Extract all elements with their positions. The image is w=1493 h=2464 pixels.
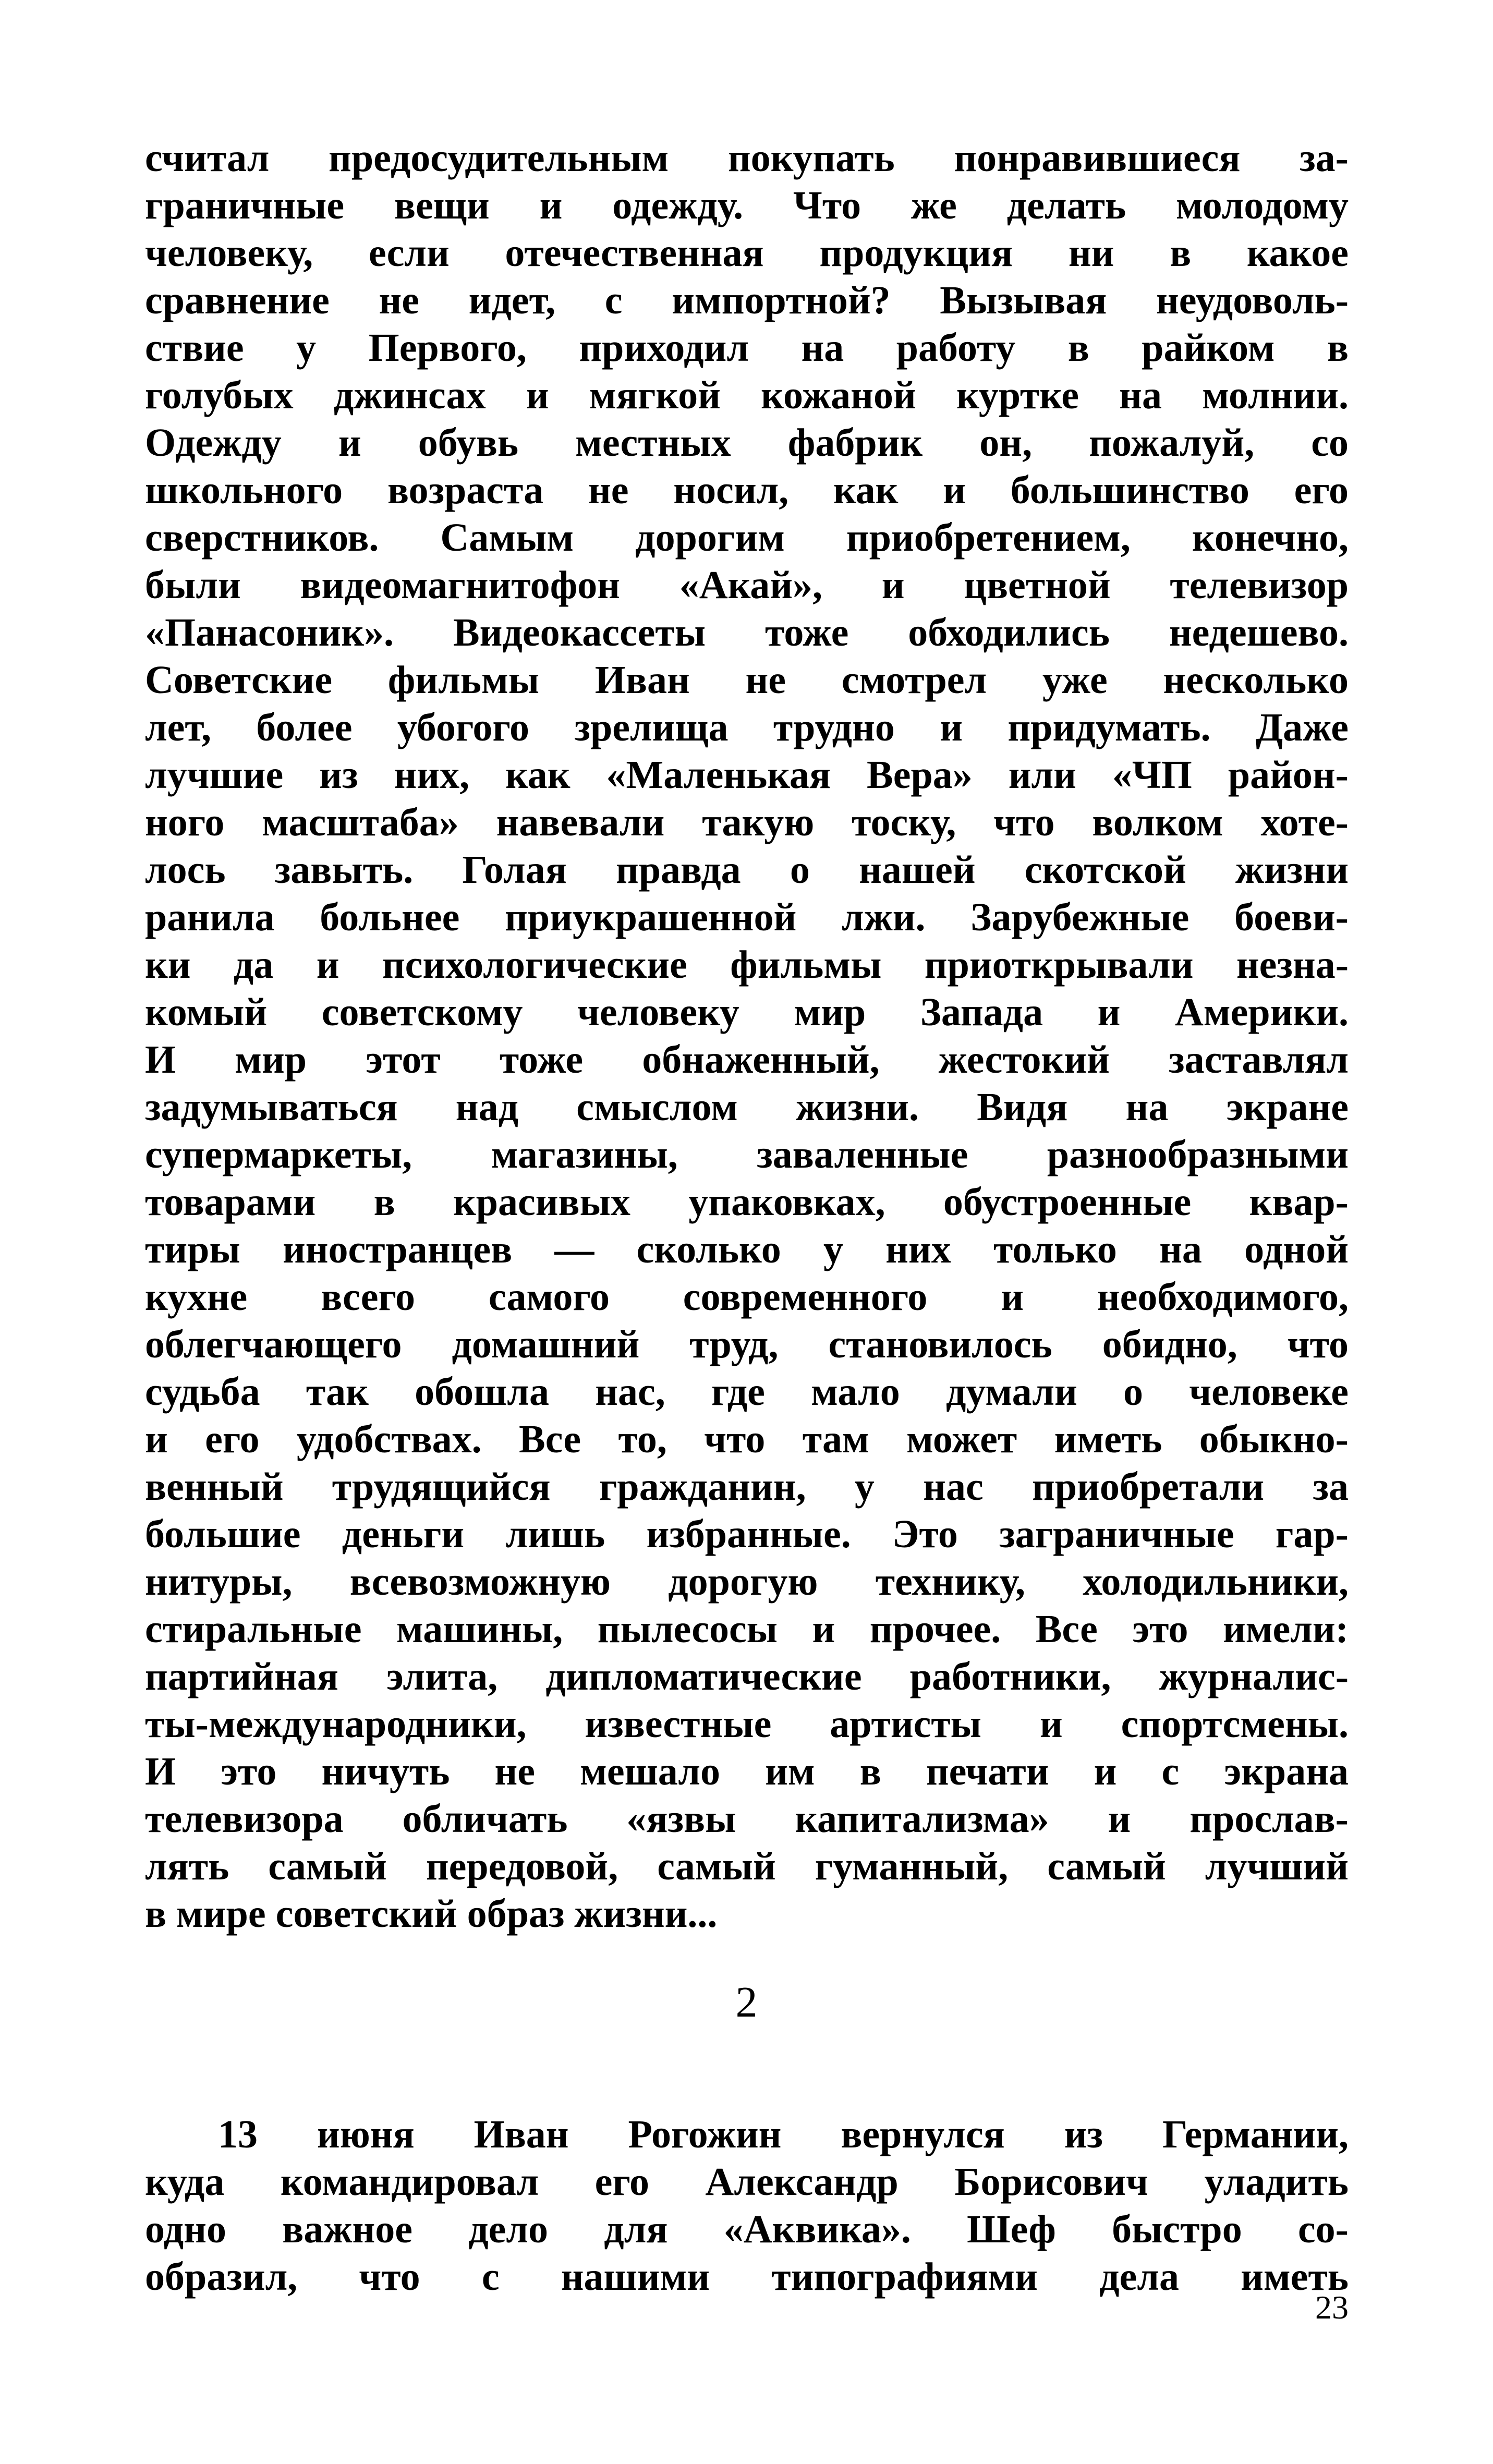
text-line: голубых джинсах и мягкой кожаной куртке на молнии. <box>145 373 1349 417</box>
text-line: облегчающего домашний труд, становилось обидно, что <box>145 1322 1349 1366</box>
text-line: и его удобствах. Все то, что там может иметь обыкно- <box>145 1417 1349 1461</box>
text-line: лять самый передовой, самый гуманный, самый лучший <box>145 1844 1349 1888</box>
text-line: считал предосудительным покупать понравившиеся за- <box>145 136 1349 180</box>
text-line: ты-международники, известные артисты и спортсмены. <box>145 1702 1349 1746</box>
text-line: лось завыть. Голая правда о нашей скотской жизни <box>145 848 1349 892</box>
text-line: тиры иностранцев — сколько у них только на одной <box>145 1228 1349 1271</box>
text-line: супермаркеты, магазины, заваленные разнообразными <box>145 1133 1349 1176</box>
text-line: И мир этот тоже обнаженный, жестокий заставлял <box>145 1038 1349 1082</box>
text-line: образил, что с нашими типографиями дела иметь <box>145 2255 1349 2299</box>
text-line: нитуры, всевозможную дорогую технику, холодильники, <box>145 1560 1349 1604</box>
section-number: 2 <box>735 1978 758 2026</box>
text-line: ки да и психологические фильмы приоткрывали незна- <box>145 943 1349 987</box>
text-line: школьного возраста не носил, как и большинство его <box>145 468 1349 512</box>
paragraph-new-section <box>145 2111 1349 2301</box>
text-line: ствие у Первого, приходил на работу в райком в <box>145 326 1349 370</box>
text-line: сравнение не идет, с импортной? Вызывая неудоволь- <box>145 278 1349 322</box>
text-line: венный трудящийся гражданин, у нас приобретали за <box>145 1465 1349 1509</box>
text-line: были видеомагнитофон «Акай», и цветной телевизор <box>145 563 1349 607</box>
text-line: ного масштаба» навевали такую тоску, что волком хоте- <box>145 800 1349 844</box>
text-line: Советские фильмы Иван не смотрел уже несколько <box>145 658 1349 702</box>
text-line: ранила больнее приукрашенной лжи. Зарубежные боеви- <box>145 895 1349 939</box>
text-line: сверстников. Самым дорогим приобретением, конечно, <box>145 516 1349 560</box>
text-line: одно важное дело для «Аквика». Шеф быстро со- <box>145 2207 1349 2251</box>
text-line: партийная элита, дипломатические работники, журналис- <box>145 1655 1349 1698</box>
text-line: комый советскому человеку мир Запада и Америки. <box>145 990 1349 1034</box>
text-line: куда командировал его Александр Борисович уладить <box>145 2160 1349 2204</box>
text-line: телевизора обличать «язвы капитализма» и прослав- <box>145 1797 1349 1841</box>
text-line: задумываться над смыслом жизни. Видя на экране <box>145 1085 1349 1129</box>
text-line: стиральные машины, пылесосы и прочее. Все это имели: <box>145 1607 1349 1651</box>
text-line: большие деньги лишь избранные. Это заграничные гар- <box>145 1512 1349 1556</box>
text-line: в мире советский образ жизни... <box>145 1892 718 1936</box>
text-line: граничные вещи и одежду. Что же делать молодому <box>145 184 1349 227</box>
paragraph-continued <box>145 135 1349 1938</box>
text-line: Одежду и обувь местных фабрик он, пожалуй, со <box>145 421 1349 465</box>
page-number: 23 <box>1315 2289 1349 2326</box>
text-line: «Панасоник». Видеокассеты тоже обходились недешево. <box>145 611 1349 654</box>
text-line: И это ничуть не мешало им в печати и с экрана <box>145 1750 1349 1793</box>
text-line: кухне всего самого современного и необходимого, <box>145 1275 1349 1319</box>
text-line: человеку, если отечественная продукция ни в какое <box>145 231 1349 275</box>
text-line: судьба так обошла нас, где мало думали о человеке <box>145 1370 1349 1414</box>
text-line: лет, более убогого зрелища трудно и придумать. Даже <box>145 706 1349 749</box>
text-line: товарами в красивых упаковках, обустроенные квар- <box>145 1180 1349 1224</box>
text-line: 13 июня Иван Рогожин вернулся из Германии, <box>218 2113 1349 2156</box>
text-line: лучшие из них, как «Маленькая Вера» или «ЧП район- <box>145 753 1349 797</box>
